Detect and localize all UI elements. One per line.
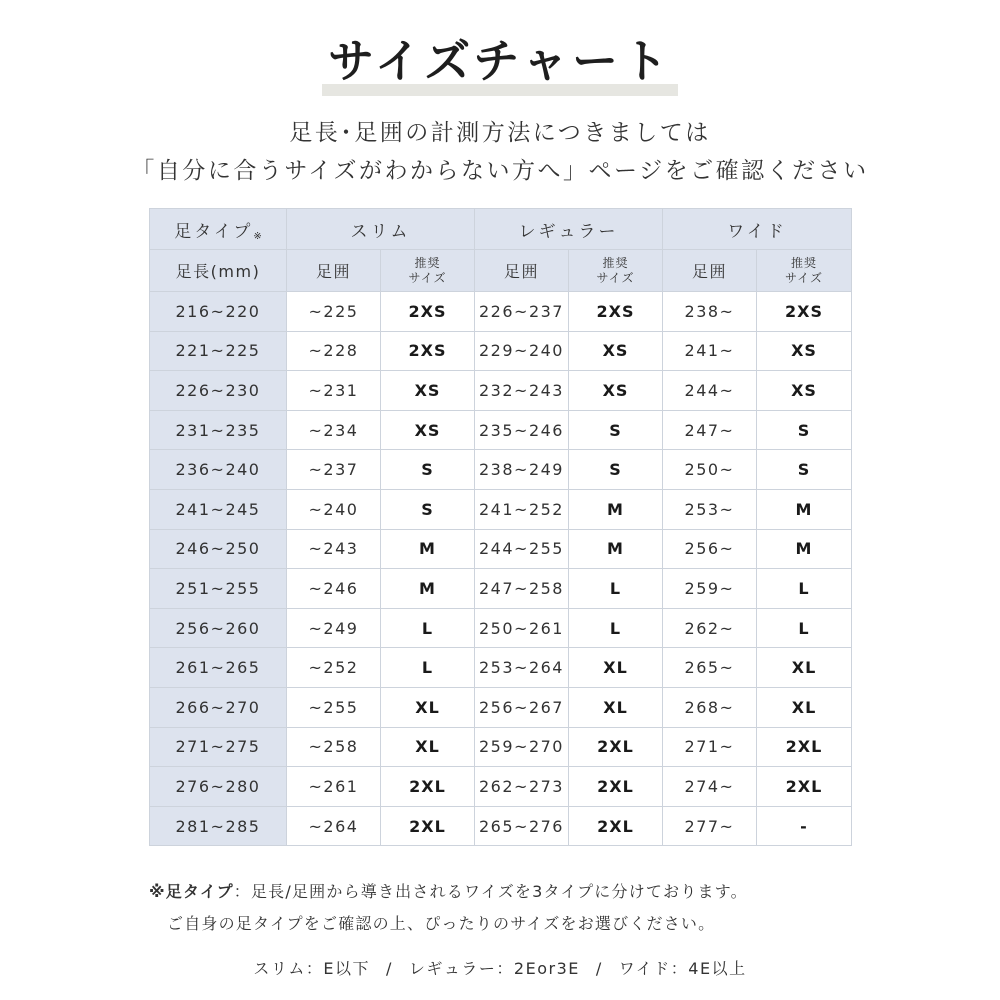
table-row	[150, 410, 852, 450]
cell-slim-girth: ~225	[287, 292, 381, 332]
header-row-foot-type	[150, 209, 852, 250]
cell-regular-girth: 262~273	[475, 767, 569, 807]
table-row	[150, 450, 852, 490]
cell-slim-girth: ~255	[287, 687, 381, 727]
page-title-text: サイズチャート	[327, 34, 673, 88]
size-chart-table	[149, 208, 852, 846]
header-foot-length: 足長(mm)	[150, 250, 287, 292]
legend-regular: レギュラー：2Eor3E	[408, 959, 580, 978]
cell-regular-girth: 235~246	[475, 410, 569, 450]
header-regular-girth: 足囲	[475, 250, 569, 292]
cell-wide-size: M	[757, 529, 852, 569]
table-row	[150, 569, 852, 609]
cell-wide-size: L	[757, 569, 852, 609]
cell-wide-girth: 265~	[663, 648, 757, 688]
table-row	[150, 292, 852, 332]
cell-regular-girth: 265~276	[475, 806, 569, 846]
cell-regular-size: L	[569, 569, 663, 609]
cell-wide-size: XL	[757, 648, 852, 688]
cell-slim-girth: ~228	[287, 331, 381, 371]
header-rec-line1: 推奨	[790, 255, 817, 270]
cell-slim-girth: ~264	[287, 806, 381, 846]
cell-regular-size: XS	[569, 331, 663, 371]
table-row	[150, 489, 852, 529]
cell-slim-girth: ~246	[287, 569, 381, 609]
cell-wide-girth: 259~	[663, 569, 757, 609]
cell-wide-girth: 253~	[663, 489, 757, 529]
cell-slim-size: XL	[381, 727, 475, 767]
cell-slim-girth: ~243	[287, 529, 381, 569]
header-foot-type-label: 足タイプ	[174, 221, 254, 242]
legend-separator: /	[595, 959, 603, 978]
cell-wide-girth: 250~	[663, 450, 757, 490]
header-rec-line2: サイズ	[408, 270, 447, 285]
header-row-columns	[150, 250, 852, 292]
header-foot-type	[150, 209, 287, 250]
note-mark: ※	[149, 882, 166, 901]
cell-slim-girth: ~237	[287, 450, 381, 490]
cell-foot-length: 276~280	[150, 767, 287, 807]
table-row	[150, 648, 852, 688]
cell-wide-girth: 277~	[663, 806, 757, 846]
cell-foot-length: 266~270	[150, 687, 287, 727]
cell-regular-size: XL	[569, 648, 663, 688]
cell-foot-length: 246~250	[150, 529, 287, 569]
cell-wide-size: S	[757, 450, 852, 490]
table-row	[150, 331, 852, 371]
cell-slim-size: XS	[381, 410, 475, 450]
cell-wide-size: 2XL	[757, 727, 852, 767]
cell-wide-girth: 268~	[663, 687, 757, 727]
title-wrap	[0, 30, 1000, 92]
cell-slim-size: 2XL	[381, 806, 475, 846]
cell-regular-size: 2XS	[569, 292, 663, 332]
cell-wide-girth: 256~	[663, 529, 757, 569]
cell-slim-size: XS	[381, 371, 475, 411]
cell-regular-girth: 250~261	[475, 608, 569, 648]
cell-regular-size: 2XL	[569, 767, 663, 807]
cell-wide-size: XL	[757, 687, 852, 727]
cell-regular-girth: 253~264	[475, 648, 569, 688]
cell-foot-length: 261~265	[150, 648, 287, 688]
cell-regular-size: S	[569, 450, 663, 490]
header-wide-rec	[757, 250, 852, 292]
note-line-1-text: ：足長/足囲から導き出されるワイズを3タイプに分けております。	[233, 882, 748, 901]
cell-foot-length: 271~275	[150, 727, 287, 767]
header-regular: レギュラー	[475, 209, 663, 250]
note-line-2: ご自身の足タイプをご確認の上、ぴったりのサイズをお選びください。	[167, 914, 716, 933]
cell-wide-girth: 262~	[663, 608, 757, 648]
intro-text	[0, 114, 1000, 190]
cell-regular-size: 2XL	[569, 806, 663, 846]
legend-separator: /	[386, 959, 393, 978]
cell-slim-girth: ~258	[287, 727, 381, 767]
cell-wide-size: -	[757, 806, 852, 846]
header-wide: ワイド	[663, 209, 852, 250]
cell-foot-length: 221~225	[150, 331, 287, 371]
cell-slim-girth: ~234	[287, 410, 381, 450]
note-line-1	[149, 876, 748, 908]
legend-slim: スリム：E以下	[253, 959, 371, 978]
cell-wide-girth: 274~	[663, 767, 757, 807]
cell-slim-girth: ~252	[287, 648, 381, 688]
cell-slim-girth: ~261	[287, 767, 381, 807]
page-title	[322, 30, 678, 92]
cell-wide-girth: 238~	[663, 292, 757, 332]
header-slim-rec	[381, 250, 475, 292]
cell-wide-size: 2XL	[757, 767, 852, 807]
cell-slim-size: L	[381, 608, 475, 648]
width-legend	[0, 956, 1000, 979]
cell-foot-length: 231~235	[150, 410, 287, 450]
cell-regular-girth: 241~252	[475, 489, 569, 529]
cell-foot-length: 256~260	[150, 608, 287, 648]
header-wide-girth: 足囲	[663, 250, 757, 292]
cell-foot-length: 281~285	[150, 806, 287, 846]
cell-regular-girth: 256~267	[475, 687, 569, 727]
cell-foot-length: 241~245	[150, 489, 287, 529]
cell-wide-size: XS	[757, 371, 852, 411]
header-rec-line2: サイズ	[784, 270, 824, 285]
header-rec-line1: 推奨	[414, 255, 441, 270]
cell-wide-girth: 247~	[663, 410, 757, 450]
cell-regular-girth: 244~255	[475, 529, 569, 569]
cell-regular-girth: 232~243	[475, 371, 569, 411]
cell-slim-size: 2XL	[381, 767, 475, 807]
cell-slim-girth: ~240	[287, 489, 381, 529]
cell-slim-size: 2XS	[381, 292, 475, 332]
cell-regular-size: 2XL	[569, 727, 663, 767]
cell-slim-size: 2XS	[381, 331, 475, 371]
cell-foot-length: 216~220	[150, 292, 287, 332]
cell-wide-girth: 241~	[663, 331, 757, 371]
cell-regular-size: XL	[569, 687, 663, 727]
cell-slim-girth: ~231	[287, 371, 381, 411]
cell-regular-size: XS	[569, 371, 663, 411]
table-row	[150, 767, 852, 807]
cell-regular-size: S	[569, 410, 663, 450]
cell-foot-length: 236~240	[150, 450, 287, 490]
size-table-body	[150, 292, 852, 846]
cell-foot-length: 226~230	[150, 371, 287, 411]
cell-wide-size: L	[757, 608, 852, 648]
header-slim: スリム	[287, 209, 475, 250]
cell-slim-size: M	[381, 569, 475, 609]
header-regular-rec	[569, 250, 663, 292]
cell-regular-girth: 238~249	[475, 450, 569, 490]
cell-wide-size: 2XS	[757, 292, 852, 332]
cell-wide-girth: 244~	[663, 371, 757, 411]
header-rec-line2: サイズ	[596, 270, 635, 285]
cell-slim-size: S	[381, 450, 475, 490]
cell-slim-size: M	[381, 529, 475, 569]
intro-line-2: 「自分に合うサイズがわからない方へ」ページをご確認ください	[131, 158, 869, 184]
table-row	[150, 687, 852, 727]
cell-regular-girth: 247~258	[475, 569, 569, 609]
table-row	[150, 529, 852, 569]
cell-regular-size: M	[569, 489, 663, 529]
cell-wide-size: S	[757, 410, 852, 450]
cell-regular-size: M	[569, 529, 663, 569]
cell-foot-length: 251~255	[150, 569, 287, 609]
cell-slim-size: S	[381, 489, 475, 529]
legend-wide: ワイド：4E以上	[618, 959, 747, 978]
header-foot-type-mark: ※	[253, 230, 262, 242]
cell-slim-size: L	[381, 648, 475, 688]
header-slim-girth: 足囲	[287, 250, 381, 292]
foot-type-note	[149, 876, 748, 940]
note-term: 足タイプ	[165, 882, 234, 901]
cell-wide-girth: 271~	[663, 727, 757, 767]
cell-regular-girth: 259~270	[475, 727, 569, 767]
table-row	[150, 608, 852, 648]
cell-slim-girth: ~249	[287, 608, 381, 648]
cell-wide-size: XS	[757, 331, 852, 371]
table-row	[150, 371, 852, 411]
intro-line-1: 足長･足囲の計測方法につきましては	[289, 120, 711, 146]
cell-regular-girth: 229~240	[475, 331, 569, 371]
cell-wide-size: M	[757, 489, 852, 529]
cell-slim-size: XL	[381, 687, 475, 727]
cell-regular-size: L	[569, 608, 663, 648]
table-row	[150, 806, 852, 846]
table-row	[150, 727, 852, 767]
header-rec-line1: 推奨	[602, 255, 629, 270]
cell-regular-girth: 226~237	[475, 292, 569, 332]
